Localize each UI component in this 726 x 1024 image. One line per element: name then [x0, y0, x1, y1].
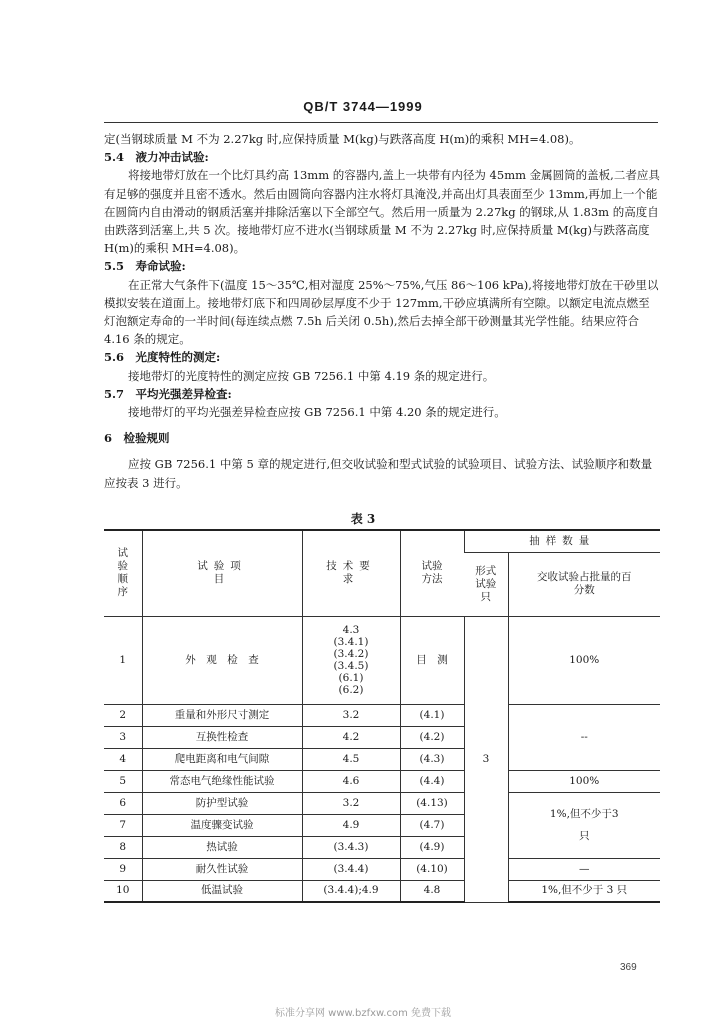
row-req: 4.5 [302, 748, 400, 770]
row-req: (3.4.4);4.9 [302, 880, 400, 902]
row-seq: 5 [104, 770, 142, 792]
row-item: 互换性检查 [142, 726, 302, 748]
clause-5-4-body: 将接地带灯放在一个比灯具约高 13mm 的容器内,盖上一块带有内径为 45mm 金属圆筒的盖板,二者应具有足够的强度并且密不透水。然后由圆筒向容器内注水将灯具淹没,并高出灯具表面至少 13mm,再加上一个能在圆筒内自由滑动的钢质活塞并排除活塞以下全部空气。然后用一质量为 2.27kg 的钢球,从 1.83m 的高度自由跌落到活塞上,共 5 次。接地带灯应不进水(当钢球质量 M 不为 2.27kg 时,应保持质量 M(kg)与跌落高度 H(m)的乘积 MH=4.08)。 [104, 168, 660, 256]
header-method: 试验方法 [400, 530, 464, 616]
clause-5-7-body: 接地带灯的平均光强差异检查应按 GB 7256.1 中第 4.20 条的规定进行。 [128, 405, 506, 420]
clause-5-5-body: 在正常大气条件下(温度 15～35℃,相对湿度 25%～75%,气压 86～106 kPa),将接地带灯放在干砂里以模拟安装在道面上。接地带灯底下和四周砂层厚度不少于 127mm,干砂应填满所有空隙。以额定电流点燃至灯泡额定寿命的一半时间(每连续点燃 7.5h 后关闭 0.5h),然后去掉全部干砂测量其光学性能。结果应符合 4.16 条的规定。 [104, 277, 659, 347]
row-seq: 3 [104, 726, 142, 748]
accept-pct-value: 1%,但不少于 3 只 [508, 880, 660, 902]
row-method: (4.3) [400, 748, 464, 770]
row-method: 4.8 [400, 880, 464, 902]
standard-number-header: QB/T 3744—1999 [303, 99, 423, 114]
row-method: (4.13) [400, 792, 464, 814]
accept-pct-value: -- [508, 704, 660, 770]
table-row [104, 880, 660, 902]
table-caption: 表 3 [350, 512, 376, 526]
row-method: (4.1) [400, 704, 464, 726]
row-seq: 10 [104, 880, 142, 902]
accept-pct-value: 100% [508, 616, 660, 704]
row-item: 爬电距离和电气间隙 [142, 748, 302, 770]
clause-5-5-heading: 5.5 寿命试验: [104, 259, 186, 274]
clause-5-4-heading: 5.4 液力冲击试验: [104, 150, 209, 165]
accept-pct-value: — [508, 858, 660, 880]
type-count-value: 3 [464, 616, 508, 902]
row-item: 防护型试验 [142, 792, 302, 814]
header-seq: 试验顺序 [104, 530, 142, 616]
accept-pct-value: 100% [508, 770, 660, 792]
row-req: 3.2 [302, 792, 400, 814]
row-item: 温度骤变试验 [142, 814, 302, 836]
row-seq: 9 [104, 858, 142, 880]
row-seq: 2 [104, 704, 142, 726]
row-seq: 7 [104, 814, 142, 836]
clause-5-6-heading: 5.6 光度特性的测定: [104, 350, 221, 365]
clause-5-6-body: 接地带灯的光度特性的测定应按 GB 7256.1 中第 4.19 条的规定进行。 [128, 368, 495, 383]
table-row [104, 770, 660, 792]
row-method: 目 测 [400, 616, 464, 704]
row-item: 外 观 检 查 [142, 616, 302, 704]
inspection-table [104, 529, 660, 903]
table-row [104, 792, 660, 814]
section-6-body: 应按 GB 7256.1 中第 5 章的规定进行,但交收试验和型式试验的试验项目、试验方法、试验顺序和数量应按表 3 进行。 [104, 457, 653, 490]
table-row [104, 704, 660, 726]
header-item: 试验项目 [142, 530, 302, 616]
table-row [104, 858, 660, 880]
row-method: (4.2) [400, 726, 464, 748]
row-seq: 4 [104, 748, 142, 770]
row-req: 4.3 (3.4.1) (3.4.2) (3.4.5) (6.1) (6.2) [302, 616, 400, 704]
row-seq: 6 [104, 792, 142, 814]
site-watermark: 标准分享网 www.bzfxw.com 免费下载 [275, 1008, 451, 1019]
row-item: 常态电气绝缘性能试验 [142, 770, 302, 792]
header-type-count: 形式试验只 [464, 552, 508, 616]
row-method: (4.7) [400, 814, 464, 836]
row-req: 4.6 [302, 770, 400, 792]
header-req: 技术要求 [302, 530, 400, 616]
row-req: 4.2 [302, 726, 400, 748]
row-req: 4.9 [302, 814, 400, 836]
header-sampling: 抽样数量 [464, 530, 660, 552]
row-method: (4.4) [400, 770, 464, 792]
row-item: 低温试验 [142, 880, 302, 902]
row-req: (3.4.3) [302, 836, 400, 858]
row-req: 3.2 [302, 704, 400, 726]
header-accept-pct: 交收试验占批量的百分数 [508, 552, 660, 616]
row-item: 热试验 [142, 836, 302, 858]
clause-5-7-heading: 5.7 平均光强差异检查: [104, 386, 232, 401]
row-seq: 1 [104, 616, 142, 704]
row-method: (4.10) [400, 858, 464, 880]
row-item: 耐久性试验 [142, 858, 302, 880]
body-text [104, 130, 660, 492]
page-number: 369 [620, 962, 637, 973]
row-req: (3.4.4) [302, 858, 400, 880]
header-rule [104, 122, 658, 123]
section-6-heading: 6 检验规则 [104, 431, 170, 446]
row-seq: 8 [104, 836, 142, 858]
accept-pct-value: 1%,但不少于3只 [508, 792, 660, 858]
paragraph-continuation: 定(当钢球质量 M 不为 2.27kg 时,应保持质量 M(kg)与跌落高度 H(m)的乘积 MH=4.08)。 [104, 132, 581, 146]
table-row [104, 616, 660, 704]
row-method: (4.9) [400, 836, 464, 858]
row-item: 重量和外形尺寸测定 [142, 704, 302, 726]
